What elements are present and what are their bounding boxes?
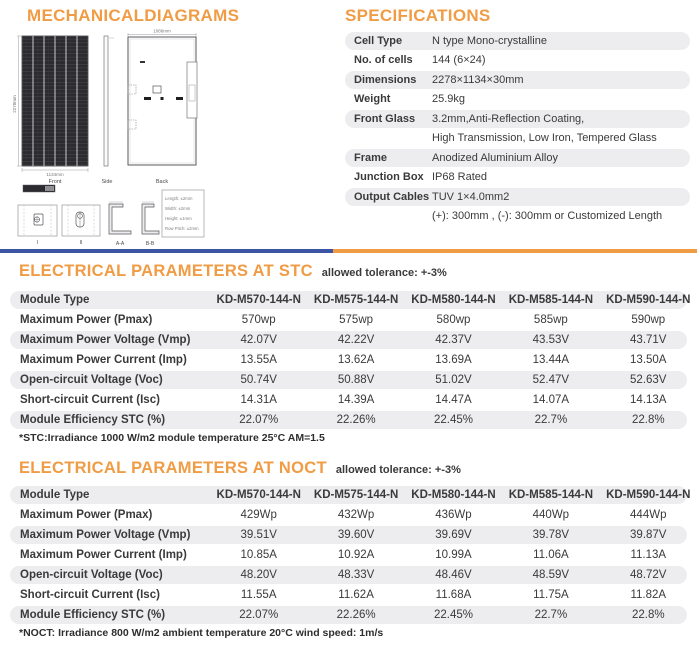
front-width-dimension: 1134mm	[46, 172, 64, 177]
module-name: KD-M585-144-N	[508, 293, 594, 306]
back-width-dimension: 1086mm	[153, 28, 171, 34]
stc-tolerance-note: allowed tolerance: +-3%	[321, 267, 447, 279]
specifications-title: SPECIFICATIONS	[345, 6, 491, 25]
tolerance-row-pitch: Row Pitch: ±2mm	[165, 226, 199, 231]
value-cell: 52.63V	[630, 373, 667, 386]
row-label: Maximum Power Voltage (Vmp)	[20, 333, 191, 346]
side-view-drawing	[101, 36, 114, 185]
frame-section-bb-drawing	[142, 202, 159, 247]
value-cell: 22.8%	[631, 413, 665, 426]
value-cell: 440Wp	[532, 508, 570, 521]
value-cell: 10.85A	[240, 548, 277, 561]
value-cell: 13.69A	[435, 353, 472, 366]
section-aa-label: A-A	[115, 241, 125, 247]
spec-row	[345, 71, 690, 89]
front-view-label: Front	[48, 179, 62, 185]
value-cell: 11.13A	[630, 548, 667, 561]
value-cell: 48.20V	[240, 568, 277, 581]
spec-label: Dimensions	[354, 73, 417, 86]
table-row	[10, 391, 687, 409]
table-row	[10, 331, 687, 349]
value-cell: 22.7%	[534, 413, 568, 426]
value-cell: 429Wp	[240, 508, 277, 521]
value-cell: 51.02V	[435, 373, 472, 386]
specifications-table	[345, 32, 690, 227]
spec-label: Cell Type	[354, 34, 403, 47]
value-cell: 22.26%	[336, 413, 376, 426]
row-label: Short-circuit Current (Isc)	[20, 393, 160, 406]
value-cell: 42.37V	[435, 333, 472, 346]
value-cell: 11.82A	[630, 588, 667, 601]
value-cell: 42.22V	[337, 333, 375, 346]
noct-tolerance-note: allowed tolerance: +-3%	[335, 464, 461, 476]
spec-row	[345, 91, 690, 109]
module-name: KD-M590-144-N	[606, 293, 691, 306]
section-divider	[0, 249, 697, 253]
value-cell: 11.75A	[533, 588, 569, 601]
back-view-label: Back	[155, 179, 169, 185]
module-name: KD-M580-144-N	[411, 293, 496, 306]
module-name: KD-M570-144-N	[216, 293, 301, 306]
row-label: Maximum Power Current (Imp)	[20, 353, 187, 366]
table-row	[10, 546, 687, 564]
value-cell: 22.26%	[336, 608, 376, 621]
spec-label: Junction Box	[354, 171, 424, 184]
module-name: KD-M575-144-N	[313, 293, 399, 306]
value-cell: 580wp	[436, 313, 471, 326]
row-label: Short-circuit Current (Isc)	[20, 588, 160, 601]
value-cell: 10.99A	[435, 548, 472, 561]
stc-title: ELECTRICAL PARAMETERS AT STC	[19, 262, 313, 280]
spec-value: N type Mono-crystalline	[432, 34, 547, 47]
noct-footnote: *NOCT: Irradiance 800 W/m2 ambient temperature 20°C wind speed: 1m/s	[19, 627, 384, 639]
mechanical-diagrams-figure	[10, 28, 340, 250]
table-row	[10, 351, 687, 369]
spec-value: 144 (6×24)	[432, 54, 486, 67]
mounting-detail-2-drawing	[62, 205, 100, 246]
value-cell: 22.7%	[534, 608, 568, 621]
stc-table	[10, 291, 691, 431]
row-label: Module Type	[20, 293, 90, 306]
module-type-header-row	[10, 486, 691, 504]
value-cell: 570wp	[241, 313, 276, 326]
value-cell: 436Wp	[435, 508, 472, 521]
spec-value: 25.9kg	[432, 93, 466, 106]
spec-value: 2278×1134×30mm	[432, 73, 524, 86]
spec-row	[345, 110, 690, 128]
table-row	[10, 506, 687, 524]
spec-label: Frame	[354, 151, 388, 164]
noct-section-header	[19, 459, 461, 478]
value-cell: 22.8%	[631, 608, 665, 621]
value-cell: 575wp	[339, 313, 374, 326]
spec-row	[345, 149, 690, 167]
value-cell: 48.72V	[630, 568, 667, 581]
divider-orange-segment	[333, 249, 697, 253]
value-cell: 39.78V	[532, 528, 570, 541]
row-label: Module Efficiency STC (%)	[20, 413, 166, 426]
value-cell: 39.69V	[435, 528, 472, 541]
row-label: Open-circuit Voltage (Voc)	[20, 373, 163, 386]
value-cell: 585wp	[533, 313, 568, 326]
spec-row	[345, 169, 690, 187]
stc-section-header	[19, 262, 447, 281]
mechanical-diagrams-title: MECHANICALDIAGRAMS	[27, 6, 240, 25]
row-label: Module Efficiency STC (%)	[20, 608, 166, 621]
value-cell: 42.07V	[240, 333, 277, 346]
table-row	[10, 411, 687, 429]
spec-label: Output Cables	[354, 190, 430, 203]
value-cell: 11.06A	[533, 548, 569, 561]
value-cell: 13.55A	[240, 353, 277, 366]
value-cell: 13.50A	[630, 353, 667, 366]
value-cell: 14.47A	[435, 393, 472, 406]
detail-1-label: I	[36, 240, 39, 246]
row-label: Maximum Power (Pmax)	[20, 508, 153, 521]
spec-value: Anodized Aluminium Alloy	[432, 151, 558, 164]
value-cell: 590wp	[631, 313, 666, 326]
table-row	[10, 371, 687, 389]
tolerance-length: Length: ±2mm	[165, 196, 193, 201]
value-cell: 50.74V	[240, 373, 277, 386]
value-cell: 52.47V	[532, 373, 570, 386]
value-cell: 14.39A	[337, 393, 375, 406]
front-height-dimension: 2278mm	[12, 95, 17, 113]
spec-value: IP68 Rated	[432, 171, 488, 184]
value-cell: 48.46V	[435, 568, 472, 581]
value-cell: 11.62A	[338, 588, 374, 601]
row-label: Maximum Power Current (Imp)	[20, 548, 187, 561]
junction-box-strip-drawing	[23, 185, 55, 192]
module-name: KD-M570-144-N	[216, 488, 301, 501]
spec-row	[345, 52, 690, 70]
value-cell: 43.71V	[630, 333, 667, 346]
value-cell: 11.68A	[435, 588, 472, 601]
tolerance-box	[162, 190, 204, 237]
spec-label: No. of cells	[354, 54, 413, 67]
table-row	[10, 586, 687, 604]
spec-label: Weight	[354, 93, 391, 106]
spec-row	[345, 32, 690, 50]
spec-row	[345, 130, 690, 148]
value-cell: 48.59V	[532, 568, 570, 581]
detail-2-label: II	[79, 240, 83, 246]
value-cell: 22.07%	[239, 608, 279, 621]
value-cell: 444Wp	[630, 508, 667, 521]
frame-section-aa-drawing	[109, 202, 131, 247]
spec-label: Front Glass	[354, 112, 416, 125]
module-name: KD-M590-144-N	[606, 488, 691, 501]
module-type-header-row	[10, 291, 691, 309]
value-cell: 13.62A	[337, 353, 375, 366]
value-cell: 14.07A	[532, 393, 570, 406]
value-cell: 22.45%	[433, 413, 473, 426]
value-cell: 13.44A	[532, 353, 570, 366]
tolerance-width: Width: ±2mm	[165, 206, 191, 211]
table-row	[10, 606, 687, 624]
spec-value: 3.2mm,Anti-Reflection Coating,	[432, 112, 585, 125]
section-bb-label: B-B	[145, 241, 155, 247]
front-view-drawing	[12, 36, 88, 185]
value-cell: 11.55A	[240, 588, 277, 601]
module-name: KD-M580-144-N	[411, 488, 496, 501]
spec-value: (+): 300mm , (-): 300mm or Customized Length	[432, 210, 663, 223]
row-label: Module Type	[20, 488, 90, 501]
value-cell: 43.53V	[532, 333, 570, 346]
value-cell: 22.45%	[433, 608, 473, 621]
value-cell: 22.07%	[239, 413, 279, 426]
stc-footnote: *STC:Irradiance 1000 W/m2 module temperature 25°C AM=1.5	[19, 432, 325, 444]
value-cell: 50.88V	[337, 373, 375, 386]
noct-table	[10, 486, 691, 626]
spec-value: High Transmission, Low Iron, Tempered Glass	[432, 132, 657, 145]
value-cell: 432Wp	[337, 508, 375, 521]
divider-blue-segment	[0, 249, 333, 253]
spec-row	[345, 188, 690, 206]
module-name: KD-M585-144-N	[508, 488, 594, 501]
value-cell: 14.13A	[630, 393, 667, 406]
spec-value: TUV 1×4.0mm2	[432, 190, 510, 203]
spec-row	[345, 208, 690, 226]
noct-title: ELECTRICAL PARAMETERS AT NOCT	[19, 459, 327, 477]
value-cell: 39.60V	[337, 528, 375, 541]
mounting-detail-1-drawing	[18, 205, 57, 246]
table-row	[10, 566, 687, 584]
row-label: Maximum Power Voltage (Vmp)	[20, 528, 191, 541]
table-row	[10, 526, 687, 544]
module-name: KD-M575-144-N	[313, 488, 399, 501]
row-label: Maximum Power (Pmax)	[20, 313, 153, 326]
value-cell: 10.92A	[337, 548, 375, 561]
value-cell: 39.87V	[630, 528, 667, 541]
value-cell: 48.33V	[337, 568, 375, 581]
value-cell: 14.31A	[240, 393, 277, 406]
table-row	[10, 311, 687, 329]
row-label: Open-circuit Voltage (Voc)	[20, 568, 163, 581]
tolerance-height: Height: ±1mm	[165, 216, 192, 221]
back-view-drawing	[128, 29, 197, 186]
side-view-label: Side	[101, 179, 113, 185]
value-cell: 39.51V	[240, 528, 277, 541]
